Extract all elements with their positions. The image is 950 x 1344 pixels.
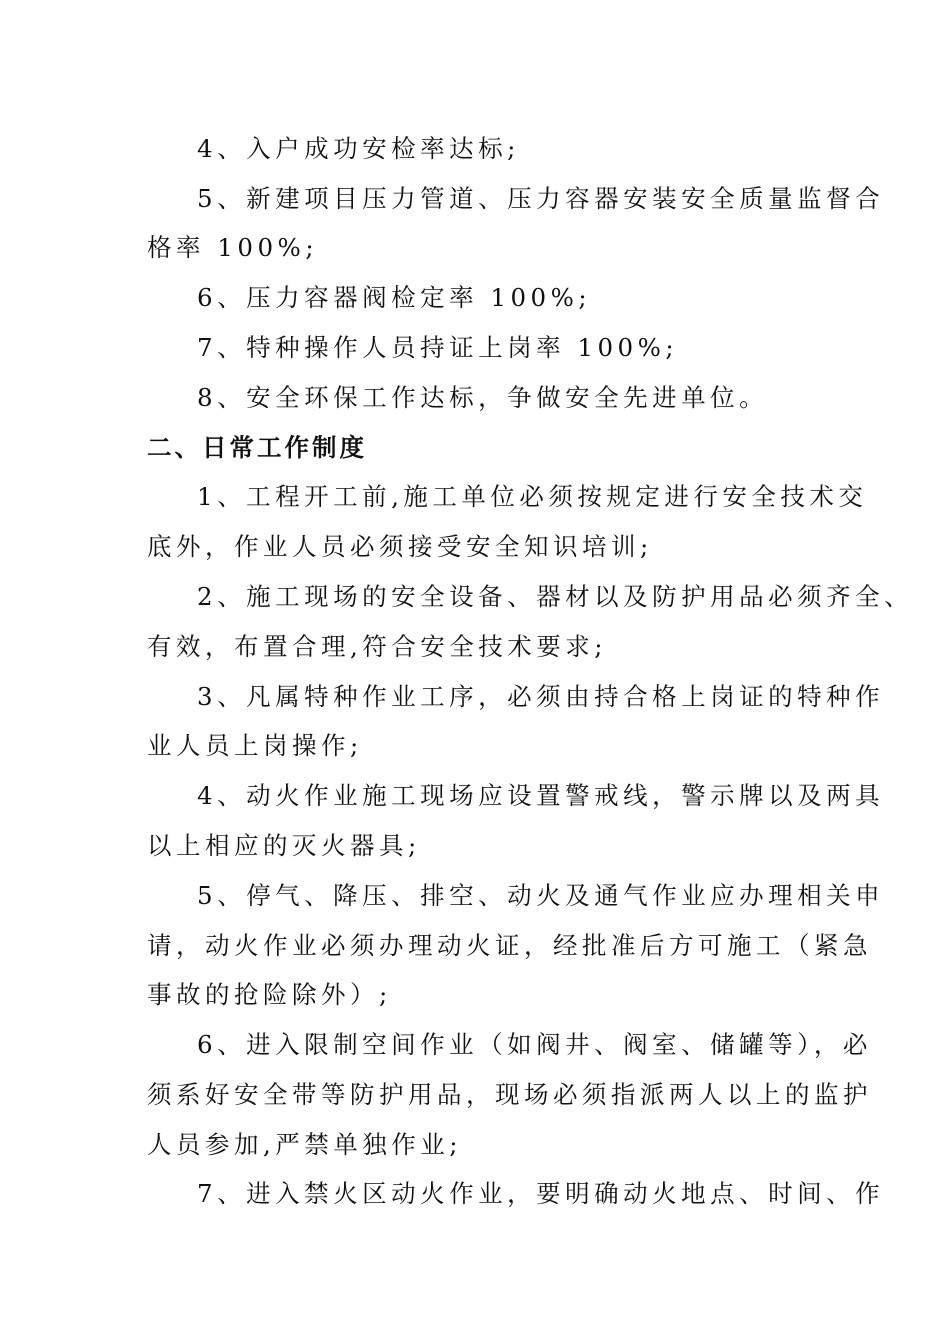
rule-item-1-cont: 底外，作业人员必须接受安全知识培训; [147, 532, 653, 561]
rule-item-1: 1、工程开工前,施工单位必须按规定进行安全技术交 [197, 482, 868, 511]
section-heading: 二、日常工作制度 [147, 433, 367, 462]
rule-item-5-cont-2: 事故的抢险除外）; [147, 980, 392, 1009]
rule-item-3: 3、凡属特种作业工序，必须由持合格上岗证的特种作 [197, 682, 885, 711]
rule-item-6-cont: 须系好安全带等防护用品，现场必须指派两人以上的监护 [147, 1080, 872, 1109]
rule-item-5-cont: 请，动火作业必须办理动火证，经批准后方可施工（紧急 [147, 931, 872, 960]
target-item-4: 4、入户成功安检率达标; [197, 134, 520, 163]
target-item-6: 6、压力容器阀检定率 100%; [197, 283, 592, 312]
target-item-5: 5、新建项目压力管道、压力容器安装安全质量监督合 [197, 184, 885, 213]
target-item-8: 8、安全环保工作达标，争做安全先进单位。 [197, 383, 769, 412]
rule-item-7: 7、进入禁火区动火作业，要明确动火地点、时间、作 [197, 1179, 885, 1208]
rule-item-4-cont: 以上相应的灭火器具; [147, 831, 421, 860]
rule-item-4: 4、动火作业施工现场应设置警戒线，警示牌以及两具 [197, 781, 885, 810]
target-item-7: 7、特种操作人员持证上岗率 100%; [197, 333, 679, 362]
rule-item-2: 2、施工现场的安全设备、器材以及防护用品必须齐全、 [197, 582, 914, 611]
rule-item-5: 5、停气、降压、排空、动火及通气作业应办理相关申 [197, 881, 885, 910]
rule-item-2-cont: 有效，布置合理,符合安全技术要求; [147, 632, 608, 661]
target-item-5-cont: 格率 100%; [147, 233, 319, 262]
rule-item-6: 6、进入限制空间作业（如阀井、阀室、储罐等），必 [197, 1030, 872, 1059]
rule-item-3-cont: 业人员上岗操作; [147, 731, 363, 760]
rule-item-6-cont-2: 人员参加,严禁单独作业; [147, 1130, 463, 1159]
